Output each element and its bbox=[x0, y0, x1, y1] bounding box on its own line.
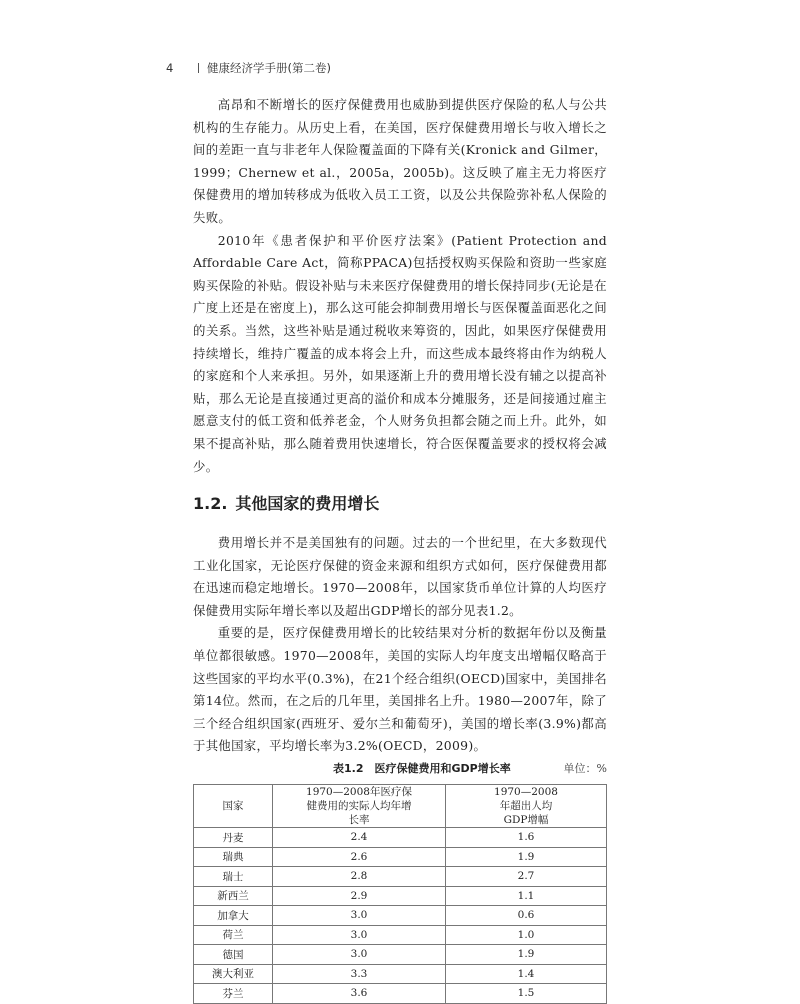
page-body bbox=[193, 94, 607, 1004]
country-cell: 丹麦 bbox=[194, 828, 273, 848]
country-cell: 荷兰 bbox=[194, 925, 273, 945]
health-growth-cell: 3.3 bbox=[273, 964, 446, 984]
table-row bbox=[194, 984, 607, 1004]
health-growth-cell: 3.6 bbox=[273, 984, 446, 1004]
country-cell: 加拿大 bbox=[194, 906, 273, 926]
country-cell: 澳大利亚 bbox=[194, 964, 273, 984]
paragraph: 高昂和不断增长的医疗保健费用也威胁到提供医疗保险的私人与公共机构的生存能力。从历史上看，在美国，医疗保健费用增长与收入增长之间的差距一直与非老年人保险覆盖面的下降有关(Kronick and Gilmer，1999；Chernew et al.，2005a，2005b)。这反映了雇主无力将医疗保健费用的增加转移成为低收入员工工资，以及公共保险弥补私人保险的失败。 bbox=[193, 97, 607, 225]
paragraph: 费用增长并不是美国独有的问题。过去的一个世纪里，在大多数现代工业化国家，无论医疗保健的资金来源和组织方式如何，医疗保健费用都在迅速而稳定地增长。1970—2008年，以国家货币单位计算的人均医疗保健费用实际年增长率以及超出GDP增长的部分见表1.2。 bbox=[193, 535, 607, 618]
health-growth-cell: 3.0 bbox=[273, 906, 446, 926]
table-row bbox=[194, 847, 607, 867]
table-row bbox=[194, 906, 607, 926]
excess-gdp-cell: 1.9 bbox=[446, 945, 607, 965]
table-row bbox=[194, 925, 607, 945]
header-divider bbox=[198, 63, 199, 73]
excess-gdp-cell: 1.5 bbox=[446, 984, 607, 1004]
excess-gdp-cell: 1.6 bbox=[446, 828, 607, 848]
excess-gdp-cell: 1.0 bbox=[446, 925, 607, 945]
excess-gdp-cell: 1.1 bbox=[446, 886, 607, 906]
health-growth-cell: 2.8 bbox=[273, 867, 446, 887]
running-header bbox=[166, 60, 331, 76]
column-header: 1970—2008年超出人均GDP增幅 bbox=[446, 785, 607, 828]
health-growth-cell: 2.4 bbox=[273, 828, 446, 848]
health-growth-cell: 3.0 bbox=[273, 925, 446, 945]
paragraph: 2010年《患者保护和平价医疗法案》(Patient Protection and Affordable Care Act，简称PPACA)包括授权购买保险和资助一些家庭购买保险的补贴。假设补贴与未来医疗保健费用的增长保持同步(无论是在广度上还是在密度上)，那么这可能会抑制费用增长与医保覆盖面恶化之间的关系。当然，这些补贴是通过税收来筹资的，因此，如果医疗保健费用持续增长，维持广覆盖的成本将会上升，而这些成本最终将由作为纳税人的家庭和个人来承担。另外，如果逐渐上升的费用增长没有辅之以提高补贴，那么无论是直接通过更高的溢价和成本分摊服务，还是间接通过雇主愿意支付的低工资和低养老金，个人财务负担都会随之而上升。此外，如果不提高补贴，那么随着费用快速增长，符合医保覆盖要求的授权将会减少。 bbox=[193, 232, 607, 474]
health-growth-cell: 2.9 bbox=[273, 886, 446, 906]
table-caption-row bbox=[193, 760, 607, 780]
country-cell: 德国 bbox=[194, 945, 273, 965]
health-growth-cell: 3.0 bbox=[273, 945, 446, 965]
page-number: 4 bbox=[166, 61, 174, 75]
section-number: 1.2. bbox=[193, 494, 228, 514]
excess-gdp-cell: 1.9 bbox=[446, 847, 607, 867]
table-row bbox=[194, 886, 607, 906]
excess-gdp-cell: 2.7 bbox=[446, 867, 607, 887]
table-row bbox=[194, 828, 607, 848]
column-header: 国家 bbox=[194, 785, 273, 828]
excess-gdp-cell: 0.6 bbox=[446, 906, 607, 926]
growth-rate-table bbox=[193, 784, 607, 1004]
table-caption: 表1.2 医疗保健费用和GDP增长率 bbox=[333, 762, 511, 776]
country-cell: 瑞士 bbox=[194, 867, 273, 887]
excess-gdp-cell: 1.4 bbox=[446, 964, 607, 984]
section-heading bbox=[193, 492, 607, 516]
table-unit: 单位：% bbox=[563, 762, 607, 776]
table-row bbox=[194, 867, 607, 887]
paragraph: 重要的是，医疗保健费用增长的比较结果对分析的数据年份以及衡量单位都很敏感。1970—2008年，美国的实际人均年度支出增幅仅略高于这些国家的平均水平(0.3%)，在21个经合组织(OECD)国家中，美国排名第14位。然而，在之后的几年里，美国排名上升。1980—2007年，除了三个经合组织国家(西班牙、爱尔兰和葡萄牙)，美国的增长率(3.9%)都高于其他国家，平均增长率为3.2%(OECD，2009)。 bbox=[193, 625, 607, 754]
country-cell: 芬兰 bbox=[194, 984, 273, 1004]
table-row bbox=[194, 964, 607, 984]
column-header: 1970—2008年医疗保健费用的实际人均年增长率 bbox=[273, 785, 446, 828]
country-cell: 新西兰 bbox=[194, 886, 273, 906]
health-growth-cell: 2.6 bbox=[273, 847, 446, 867]
country-cell: 瑞典 bbox=[194, 847, 273, 867]
table-row bbox=[194, 945, 607, 965]
book-title: 健康经济学手册(第二卷) bbox=[207, 61, 331, 75]
section-title: 其他国家的费用增长 bbox=[235, 494, 380, 514]
